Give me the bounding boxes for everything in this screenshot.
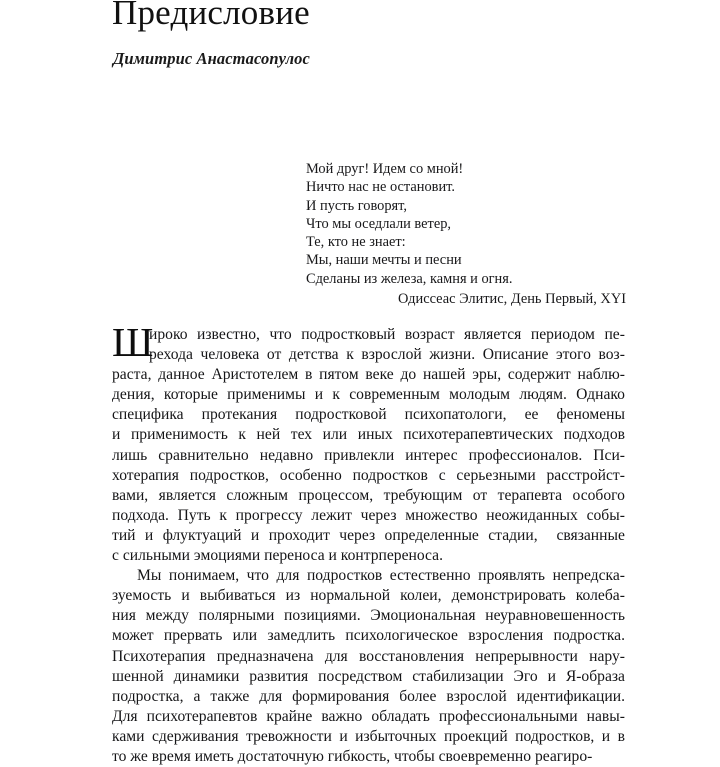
text-line: Психотерапия предназначена для восстановления непрерывности нару- bbox=[112, 647, 625, 665]
text-line: лишь сравнительно недавно привлекли интерес профессионалов. Пси- bbox=[112, 446, 625, 464]
text-line: Для психотерапевтов крайне важно обладать профессиональными навы- bbox=[112, 707, 625, 725]
text-line: Мы понимаем, что для подростков естественно проявлять непредска- bbox=[137, 567, 625, 585]
epigraph-line: Ничто нас не остановит. bbox=[306, 179, 455, 196]
text-line: подхода. Путь к прогрессу лежит через множество неожиданных собы- bbox=[112, 506, 625, 524]
text-line: шенной динамики развития посредством стабилизации Эго и Я-образа bbox=[112, 667, 625, 685]
text-line: то же время иметь достаточную гибкость, чтобы своевременно реагиро- bbox=[112, 747, 593, 765]
text-line: может прервать или замедлить психологическое взросления подростка. bbox=[112, 627, 625, 645]
text-line: с сильными эмоциями переноса и контрпереноса. bbox=[112, 547, 443, 565]
chapter-author: Димитрис Анастасопулос bbox=[113, 49, 310, 68]
drop-cap: Ш bbox=[112, 319, 154, 365]
text-line: ками сдерживания тревожности и избыточных проекций подростков, и в bbox=[112, 727, 625, 745]
epigraph-line: Мой друг! Идем со мной! bbox=[306, 161, 464, 177]
text-line: раста, данное Аристотелем в пятом веке до нашей эры, содержит наблю- bbox=[112, 366, 625, 384]
text-line: ироко известно, что подростковый возраст является периодом пе- bbox=[149, 326, 625, 343]
epigraph-line: Что мы оседлали ветер, bbox=[306, 215, 451, 232]
epigraph-line: И пусть говорят, bbox=[306, 197, 407, 214]
paragraph bbox=[112, 566, 625, 767]
text-line: и применимость к ней тех или иных психотерапевтических подходов bbox=[112, 426, 625, 444]
epigraph-block bbox=[306, 160, 636, 308]
text-line: вами, является сложным процессом, требующим от терапевта особого bbox=[112, 486, 625, 504]
text-line: тий и флуктуаций и проходит через определенные стадии, связанные bbox=[112, 526, 625, 544]
text-line: хотерапия подростков, особенно подростков с серьезными расстройст- bbox=[112, 466, 625, 484]
text-line: ния между полярными позициями. Эмоциональная неуравновешенность bbox=[112, 607, 625, 625]
text-line: специфика протекания подростковой психопатологи, ее феномены bbox=[112, 406, 625, 424]
text-line: рехода человека от детства к взрослой жизни. Описание этого воз- bbox=[149, 346, 625, 364]
epigraph-attribution: Одиссеас Элитис, День Первый, XYI bbox=[397, 291, 626, 308]
body-text bbox=[112, 319, 625, 767]
page-title: Предисловие bbox=[112, 0, 310, 32]
epigraph-line: Сделаны из железа, камня и огня. bbox=[306, 270, 513, 287]
epigraph-line: Те, кто не знает: bbox=[306, 234, 406, 251]
paragraph bbox=[112, 319, 625, 566]
text-line: подростка, а также для формирования более взрослой идентификации. bbox=[112, 687, 625, 705]
text-line: дения, которые применимы и к современным молодым людям. Однако bbox=[112, 386, 625, 404]
epigraph-line: Мы, наши мечты и песни bbox=[306, 252, 462, 269]
epigraph-lines bbox=[306, 160, 636, 288]
text-line: зуемость и выбиваться из нормальной колеи, демонстрировать колеба- bbox=[112, 587, 625, 605]
